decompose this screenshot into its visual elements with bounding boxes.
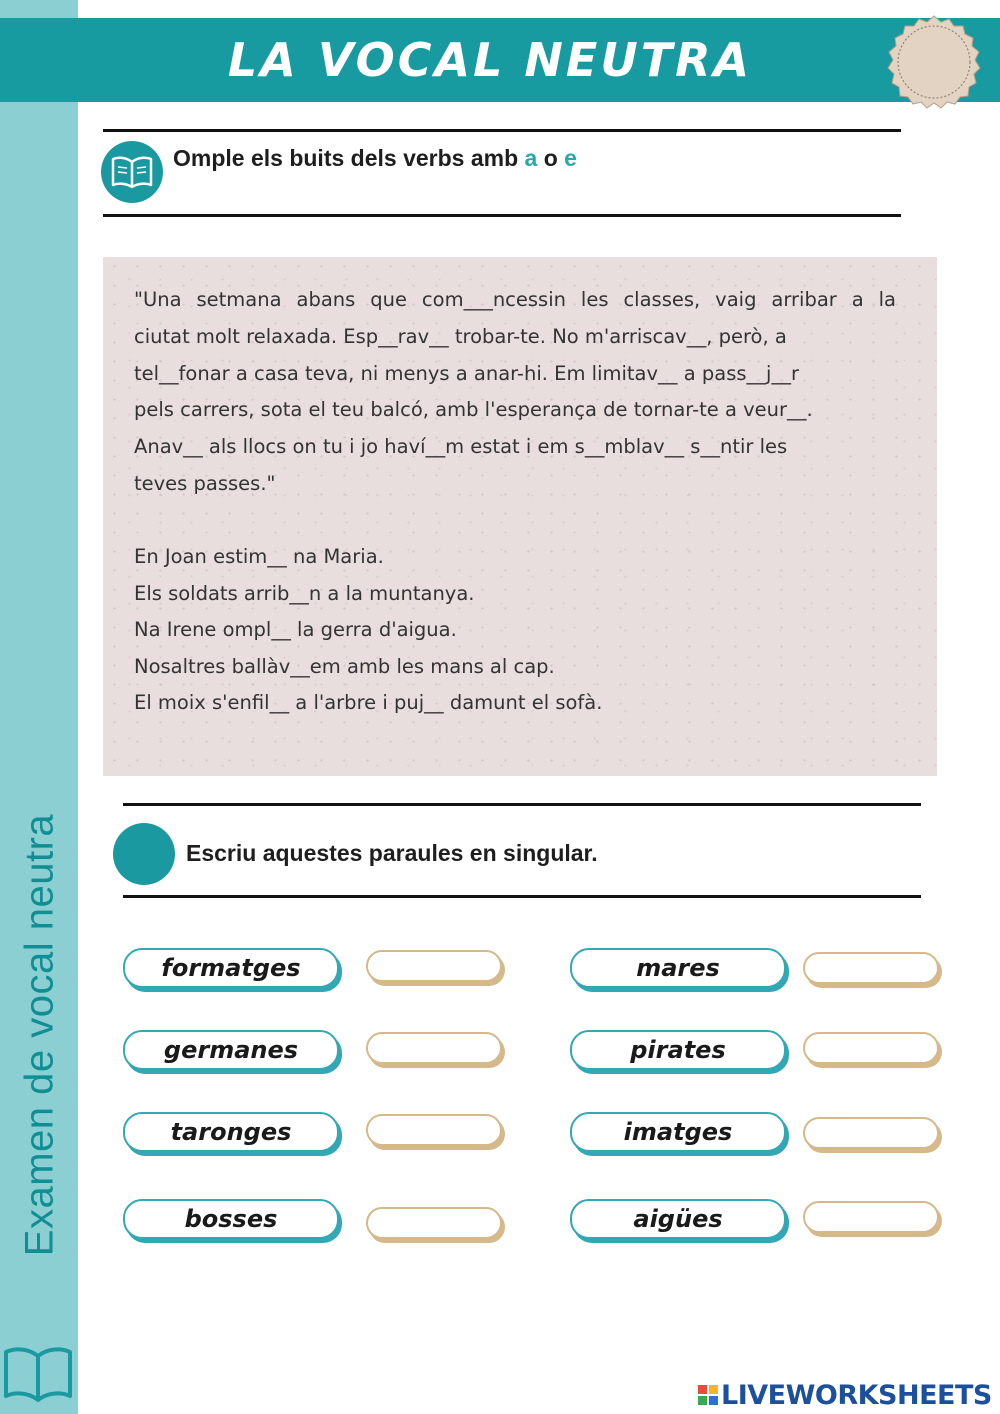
- seal-decoration: [886, 14, 982, 110]
- brand-name: LIVEWORKSHEETS: [721, 1379, 992, 1411]
- passage-line: tel__fonar a casa teva, ni menys a anar-hi. Em limitav__ a pass__j__r: [134, 361, 799, 385]
- section2-instruction: Escriu aquestes paraules en singular.: [186, 840, 598, 866]
- passage: [134, 282, 896, 503]
- answer-input[interactable]: [366, 1207, 502, 1239]
- sentence-list: [134, 539, 602, 722]
- answer-input[interactable]: [366, 950, 502, 982]
- word-pill: taronges: [123, 1112, 339, 1152]
- answer-input[interactable]: [803, 1032, 939, 1064]
- passage-box: [103, 257, 937, 776]
- word-pill: imatges: [570, 1112, 786, 1152]
- open-book-icon: [2, 1344, 74, 1404]
- passage-line: "Una setmana abans que com___ncessin les classes, vaig arribar a la: [134, 288, 896, 311]
- instruction-text: Omple els buits dels verbs amb: [173, 145, 519, 171]
- answer-input[interactable]: [803, 952, 939, 984]
- word-pill: bosses: [123, 1199, 339, 1239]
- word-pill: formatges: [123, 948, 339, 988]
- divider-top: [103, 129, 901, 132]
- answer-input[interactable]: [366, 1032, 502, 1064]
- word-pill: pirates: [570, 1030, 786, 1070]
- answer-input[interactable]: [366, 1114, 502, 1146]
- sentence: En Joan estim__ na Maria.: [134, 545, 384, 568]
- word-pill: mares: [570, 948, 786, 988]
- passage-line: teves passes.": [134, 471, 276, 495]
- sidebar-title: Examen de vocal neutra: [17, 813, 62, 1257]
- sentence: Nosaltres ballàv__em amb les mans al cap.: [134, 654, 555, 678]
- answer-input[interactable]: [803, 1117, 939, 1149]
- option-e: e: [564, 145, 577, 171]
- passage-line: pels carrers, sota el teu balcó, amb l'esperança de tornar-te a veur__.: [134, 398, 813, 422]
- divider-bottom: [103, 214, 901, 217]
- passage-line: Anav__ als llocs on tu i jo haví__m estat i em s__mblav__ s__ntir les: [134, 435, 788, 459]
- divider-bottom-2: [123, 895, 921, 898]
- section1-badge: [101, 141, 163, 203]
- sentence: Els soldats arrib__n a la muntanya.: [134, 581, 475, 605]
- answer-input[interactable]: [803, 1201, 939, 1233]
- sentence: Na Irene ompl__ la gerra d'aigua.: [134, 618, 457, 642]
- word-pill: germanes: [123, 1030, 339, 1070]
- divider-top-2: [123, 803, 921, 806]
- header-bar: [0, 18, 1000, 102]
- liveworksheets-brand[interactable]: [697, 1380, 992, 1410]
- open-book-icon: [101, 141, 163, 203]
- word-pill: aigües: [570, 1199, 786, 1239]
- page-title: LA VOCAL NEUTRA: [227, 33, 753, 87]
- option-a: a: [524, 145, 538, 171]
- passage-line: ciutat molt relaxada. Esp__rav__ trobar-te. No m'arriscav__, però, a: [134, 324, 787, 348]
- liveworksheets-logo-icon: [697, 1383, 719, 1407]
- sidebar: [0, 0, 78, 1414]
- section2-badge: [113, 823, 175, 885]
- section1-instruction: [173, 145, 577, 172]
- option-or: o: [543, 145, 558, 171]
- sentence: El moix s'enfil__ a l'arbre i puj__ damunt el sofà.: [134, 691, 603, 715]
